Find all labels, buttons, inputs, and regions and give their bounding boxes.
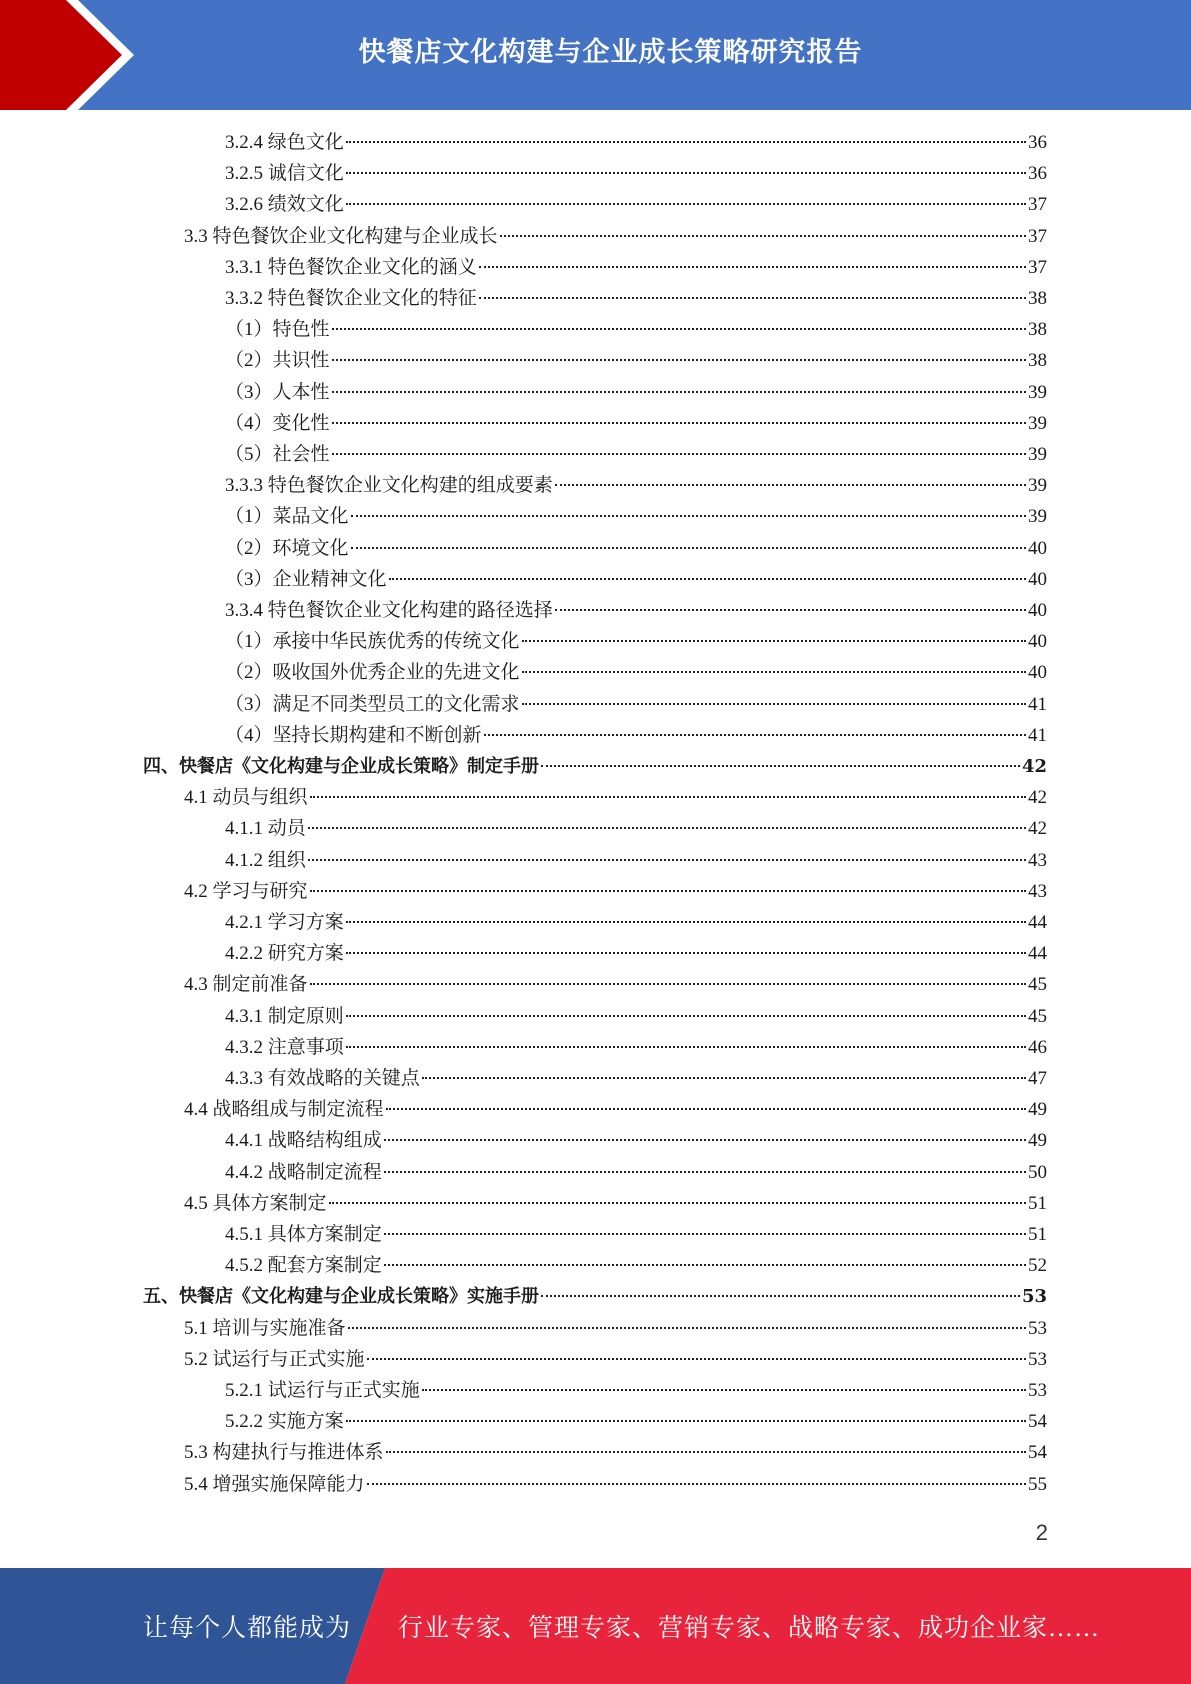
toc-dot-leader: [310, 983, 1026, 985]
toc-entry[interactable]: [0, 189, 1191, 220]
toc-entry-page: 36: [1028, 163, 1047, 185]
toc-dot-leader: [348, 1327, 1026, 1329]
toc-entry-page: 43: [1028, 849, 1047, 871]
toc-entry-title: 4.4 战略组成与制定流程: [184, 1099, 384, 1121]
toc-entry-page: 42: [1021, 756, 1047, 777]
toc-dot-leader: [329, 1202, 1026, 1204]
toc-dot-leader: [384, 1139, 1026, 1141]
toc-entry-page: 40: [1028, 631, 1047, 653]
toc-entry[interactable]: [0, 533, 1191, 564]
toc-entry[interactable]: [0, 127, 1191, 158]
toc-entry-page: 38: [1028, 319, 1047, 341]
toc-dot-leader: [384, 1171, 1026, 1173]
toc-dot-leader: [308, 859, 1026, 861]
footer-slogan-right: 行业专家、管理专家、营销专家、战略专家、成功企业家……: [398, 1615, 1101, 1642]
toc-entry-title: 5.3 构建执行与推进体系: [184, 1442, 384, 1464]
toc-entry-title: 5.2 试运行与正式实施: [184, 1348, 365, 1370]
toc-entry-page: 39: [1028, 444, 1047, 465]
toc-entry[interactable]: [0, 1250, 1191, 1281]
toc-dot-leader: [389, 578, 1026, 580]
toc-entry[interactable]: [0, 845, 1191, 876]
toc-entry[interactable]: [0, 1313, 1191, 1344]
toc-entry-title: （2）吸收国外优秀企业的先进文化: [225, 662, 520, 684]
toc-entry-title: 4.2.1 学习方案: [225, 912, 344, 933]
toc-dot-leader: [332, 422, 1026, 424]
toc-dot-leader: [346, 1046, 1026, 1048]
toc-entry[interactable]: [0, 938, 1191, 969]
toc-entry[interactable]: [0, 408, 1191, 439]
toc-entry-page: 54: [1028, 1442, 1047, 1464]
footer-slogan-left: 让每个人都能成为: [143, 1615, 352, 1642]
toc-entry[interactable]: [0, 1437, 1191, 1468]
toc-entry-title: 4.4.2 战略制定流程: [225, 1161, 382, 1183]
toc-entry-page: 53: [1028, 1380, 1047, 1401]
toc-entry-title: 4.3 制定前准备: [184, 974, 308, 996]
toc-entry[interactable]: [0, 1032, 1191, 1063]
toc-entry[interactable]: [0, 657, 1191, 688]
toc-entry-title: （4）变化性: [225, 412, 330, 434]
toc-entry-page: 42: [1028, 787, 1047, 809]
toc-entry[interactable]: [0, 283, 1191, 314]
toc-entry[interactable]: [0, 595, 1191, 626]
toc-entry-title: 3.2.6 绩效文化: [225, 194, 344, 216]
toc-entry-page: 41: [1028, 693, 1047, 715]
toc-dot-leader: [367, 1483, 1026, 1485]
toc-dot-leader: [346, 921, 1026, 923]
toc-entry-page: 49: [1028, 1099, 1047, 1121]
toc-entry-title: （1）承接中华民族优秀的传统文化: [225, 631, 520, 653]
toc-entry[interactable]: [0, 1001, 1191, 1032]
toc-entry-page: 44: [1028, 943, 1047, 965]
toc-dot-leader: [332, 359, 1026, 361]
toc-entry-page: 51: [1028, 1192, 1047, 1214]
toc-dot-leader: [484, 734, 1026, 736]
toc-entry-title: 4.4.1 战略结构组成: [225, 1130, 382, 1152]
toc-entry-page: 53: [1021, 1286, 1047, 1308]
toc-entry-title: 4.5.1 具体方案制定: [225, 1224, 382, 1245]
toc-entry-page: 52: [1028, 1255, 1047, 1277]
toc-dot-leader: [479, 297, 1026, 299]
toc-entry-page: 46: [1028, 1036, 1047, 1058]
toc-entry-page: 38: [1028, 288, 1047, 309]
toc-entry-title: 4.1 动员与组织: [184, 787, 308, 809]
toc-dot-leader: [332, 391, 1026, 393]
toc-dot-leader: [332, 453, 1026, 455]
toc-entry[interactable]: [0, 1063, 1191, 1094]
toc-entry[interactable]: [0, 907, 1191, 938]
toc-entry-page: 55: [1028, 1473, 1047, 1495]
toc-entry-page: 36: [1028, 132, 1047, 153]
toc-entry[interactable]: [0, 1281, 1191, 1312]
toc-dot-leader: [310, 796, 1026, 798]
toc-entry-page: 43: [1028, 880, 1047, 902]
toc-entry-title: （4）坚持长期构建和不断创新: [225, 724, 482, 746]
toc-dot-leader: [386, 1451, 1026, 1453]
toc-dot-leader: [308, 827, 1026, 829]
toc-dot-leader: [522, 671, 1026, 673]
toc-entry-title: （5）社会性: [225, 444, 330, 465]
toc-entry-title: （1）菜品文化: [225, 506, 349, 528]
toc-dot-leader: [346, 952, 1026, 954]
toc-entry[interactable]: [0, 1157, 1191, 1188]
toc-entry[interactable]: [0, 751, 1191, 782]
toc-entry[interactable]: [0, 876, 1191, 907]
toc-entry-page: 40: [1028, 600, 1047, 621]
toc-dot-leader: [332, 328, 1026, 330]
toc-entry-title: （3）企业精神文化: [225, 568, 387, 590]
toc-entry-page: 41: [1028, 724, 1047, 746]
toc-dot-leader: [351, 547, 1026, 549]
toc-entry-page: 47: [1028, 1068, 1047, 1089]
page-number: 2: [1035, 1520, 1048, 1545]
toc-entry-title: 4.3.1 制定原则: [225, 1005, 344, 1027]
toc-entry[interactable]: [0, 252, 1191, 283]
toc-entry[interactable]: [0, 1219, 1191, 1250]
toc-entry-page: 53: [1028, 1317, 1047, 1339]
page-header: [0, 0, 1191, 110]
toc-entry[interactable]: [0, 470, 1191, 501]
toc-entry[interactable]: [0, 377, 1191, 408]
toc-entry-page: 45: [1028, 1005, 1047, 1027]
toc-entry-page: 40: [1028, 568, 1047, 590]
toc-dot-leader: [500, 235, 1026, 237]
toc-dot-leader: [479, 266, 1026, 268]
toc-entry[interactable]: [0, 314, 1191, 345]
toc-entry-title: 4.3.3 有效战略的关键点: [225, 1068, 420, 1089]
toc-entry-title: 4.1.1 动员: [225, 818, 306, 840]
toc-entry[interactable]: [0, 1344, 1191, 1375]
toc-entry-title: 4.5 具体方案制定: [184, 1192, 327, 1214]
toc-entry[interactable]: [0, 1406, 1191, 1437]
toc-entry-page: 37: [1028, 194, 1047, 216]
toc-entry-title: 5.2.2 实施方案: [225, 1411, 344, 1433]
toc-entry-title: 3.3.4 特色餐饮企业文化构建的路径选择: [225, 600, 553, 621]
toc-entry[interactable]: [0, 813, 1191, 844]
toc-entry-title: 5.1 培训与实施准备: [184, 1317, 346, 1339]
toc-entry-title: 4.1.2 组织: [225, 849, 306, 871]
toc-dot-leader: [522, 640, 1026, 642]
toc-entry[interactable]: [0, 969, 1191, 1000]
toc-entry-title: 3.3.2 特色餐饮企业文化的特征: [225, 288, 477, 309]
toc-entry[interactable]: [0, 1469, 1191, 1500]
toc-entry-page: 38: [1028, 350, 1047, 372]
toc-entry[interactable]: [0, 782, 1191, 813]
toc-entry-title: 4.2 学习与研究: [184, 880, 308, 902]
toc-entry-page: 44: [1028, 912, 1047, 933]
toc-entry[interactable]: [0, 689, 1191, 720]
toc-entry-title: 3.3.3 特色餐饮企业文化构建的组成要素: [225, 475, 553, 497]
toc-entry-title: 4.5.2 配套方案制定: [225, 1255, 382, 1277]
toc-entry-page: 49: [1028, 1130, 1047, 1152]
toc-entry-page: 37: [1028, 256, 1047, 278]
toc-entry-page: 37: [1028, 225, 1047, 247]
toc-entry-title: 4.2.2 研究方案: [225, 943, 344, 965]
toc-entry[interactable]: [0, 158, 1191, 189]
toc-entry-title: 四、快餐店《文化构建与企业成长策略》制定手册: [143, 756, 539, 777]
toc-entry-title: 五、快餐店《文化构建与企业成长策略》实施手册: [143, 1286, 539, 1308]
toc-dot-leader: [555, 484, 1026, 486]
toc-dot-leader: [351, 515, 1026, 517]
toc-entry[interactable]: [0, 1094, 1191, 1125]
toc-entry[interactable]: [0, 1375, 1191, 1406]
toc-entry[interactable]: [0, 1125, 1191, 1156]
toc-dot-leader: [346, 203, 1026, 205]
toc-dot-leader: [541, 765, 1020, 767]
toc-dot-leader: [310, 890, 1026, 892]
toc-entry[interactable]: [0, 221, 1191, 252]
toc-entry-title: （2）环境文化: [225, 537, 349, 559]
toc-entry[interactable]: [0, 626, 1191, 657]
toc-dot-leader: [346, 172, 1026, 174]
toc-entry-page: 53: [1028, 1348, 1047, 1370]
toc-entry[interactable]: [0, 564, 1191, 595]
toc-dot-leader: [422, 1077, 1026, 1079]
report-title: 快餐店文化构建与企业成长策略研究报告: [358, 37, 863, 68]
page-footer: [0, 1568, 1191, 1684]
toc-entry-title: 4.3.2 注意事项: [225, 1036, 344, 1058]
toc-dot-leader: [384, 1233, 1026, 1235]
toc-entry-page: 45: [1028, 974, 1047, 996]
toc-dot-leader: [346, 141, 1026, 143]
toc-entry-title: （3）满足不同类型员工的文化需求: [225, 693, 520, 715]
toc-entry-title: 5.2.1 试运行与正式实施: [225, 1380, 420, 1401]
toc-dot-leader: [384, 1264, 1026, 1266]
toc-dot-leader: [522, 703, 1026, 705]
toc-entry-page: 51: [1028, 1224, 1047, 1245]
toc-entry-title: 3.2.5 诚信文化: [225, 163, 344, 185]
toc-entry-page: 40: [1028, 537, 1047, 559]
toc-entry[interactable]: [0, 439, 1191, 470]
toc-entry-page: 39: [1028, 506, 1047, 528]
toc-entry-title: 3.3 特色餐饮企业文化构建与企业成长: [184, 225, 498, 247]
toc-entry-page: 54: [1028, 1411, 1047, 1433]
toc-dot-leader: [422, 1389, 1026, 1391]
toc-dot-leader: [346, 1420, 1026, 1422]
toc-entry-page: 39: [1028, 475, 1047, 497]
toc-entry-title: 3.2.4 绿色文化: [225, 132, 344, 153]
toc-dot-leader: [541, 1295, 1020, 1297]
toc-entry-title: 5.4 增强实施保障能力: [184, 1473, 365, 1495]
toc-entry-page: 39: [1028, 381, 1047, 403]
toc-entry-page: 50: [1028, 1161, 1047, 1183]
toc-dot-leader: [346, 1015, 1026, 1017]
toc-entry-title: （2）共识性: [225, 350, 330, 372]
toc-dot-leader: [555, 609, 1026, 611]
toc-entry[interactable]: [0, 1188, 1191, 1219]
toc-entry[interactable]: [0, 345, 1191, 376]
toc-entry-title: （3）人本性: [225, 381, 330, 403]
toc-entry-page: 40: [1028, 662, 1047, 684]
toc-entry[interactable]: [0, 720, 1191, 751]
toc-entry-page: 42: [1028, 818, 1047, 840]
toc-dot-leader: [367, 1358, 1026, 1360]
toc-entry-page: 39: [1028, 412, 1047, 434]
toc-dot-leader: [386, 1108, 1026, 1110]
toc-entry-title: （1）特色性: [225, 319, 330, 341]
toc-entry[interactable]: [0, 501, 1191, 532]
toc-entry-title: 3.3.1 特色餐饮企业文化的涵义: [225, 256, 477, 278]
